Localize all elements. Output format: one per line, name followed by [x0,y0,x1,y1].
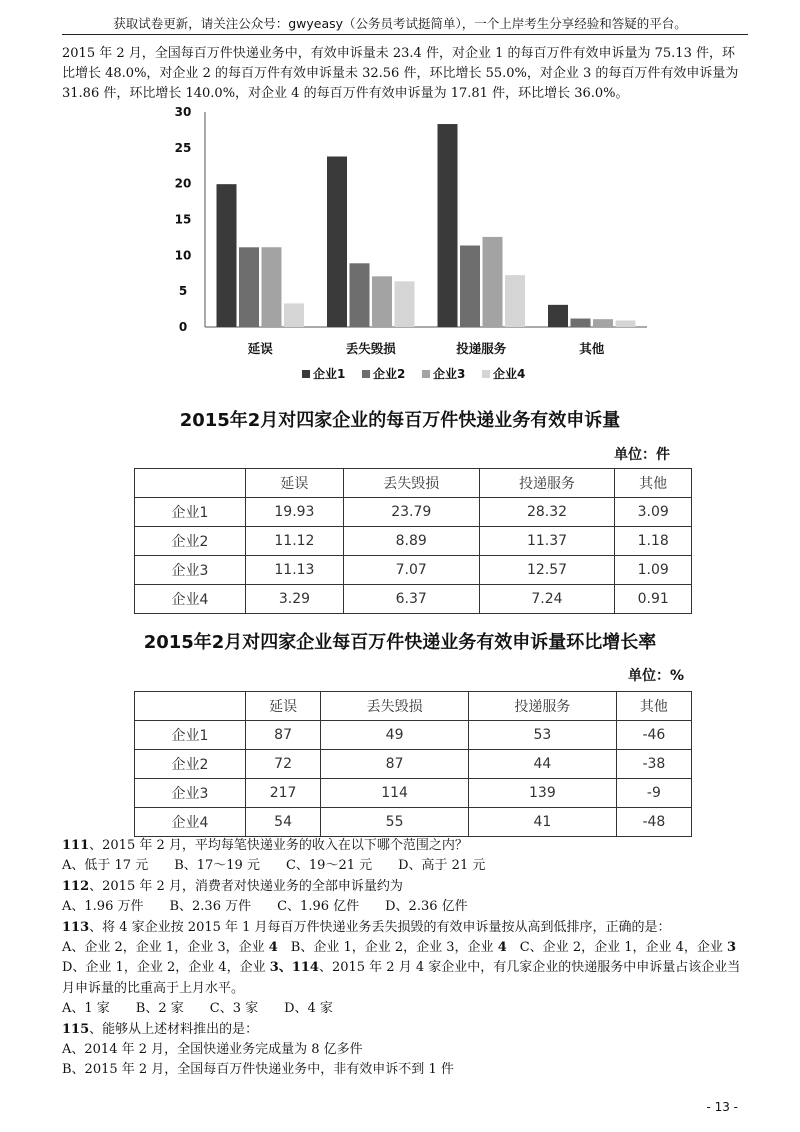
y-tick-label: 10 [174,248,192,263]
header-cell: 延误 [246,692,321,721]
question-111: 111、2015 年 2 月，平均每笔快递业务的收入在以下哪个范围之内？ [62,838,468,853]
table-cell: -48 [616,808,691,837]
intro-paragraph: 2015 年 2 月，全国每百万件快递业务中，有效申诉量未 23.4 件，对企业 1 的每百万件有效申诉量为 75.13 件，环比增长 48.0%，对企业 2 的每百万件有效申诉量未 32.56 件，环比增长 55.0%，对企业 3 的每百万件有效申诉量为 31.86 件，环比增长 140.0%，对企业 4 的每百万件有效申诉量为 17.81 件，环比增长 36.0%。 [62,46,739,101]
header-cell: 投递服务 [479,469,615,498]
table-cell: 72 [246,750,321,779]
table-cell: 55 [321,808,469,837]
bar-企业3-其他 [593,319,613,327]
bar-企业3-延误 [262,247,282,327]
table2 [134,691,692,837]
table-cell: 11.12 [246,527,344,556]
bar-企业1-延误 [217,184,237,327]
header-cell: 延误 [246,469,344,498]
y-tick-label: 0 [178,320,188,334]
table-row [135,721,692,750]
header-cell [135,469,246,498]
question-115: 115、能够从上述材料推出的是： [62,1021,259,1037]
bar-chart [150,104,650,394]
table-cell: 217 [246,779,321,808]
legend-label: 企业2 [373,367,406,381]
bar-企业1-其他 [548,305,568,327]
header-cell: 投递服务 [468,692,616,721]
row-label-cell: 企业3 [135,556,246,585]
row-label-cell: 企业4 [135,585,246,614]
bar-企业2-投递服务 [460,246,480,327]
bar-企业2-延误 [239,247,259,327]
table-header-row [135,469,692,498]
legend-label: 企业3 [433,367,466,381]
question-115-option-a: A、2014 年 2 月，全国快递业务完成量为 8 亿多件 [62,1042,363,1058]
table-cell: 53 [468,721,616,750]
y-tick-label: 30 [174,105,192,119]
header-cell: 其他 [616,692,691,721]
table1 [134,468,692,614]
bar-企业2-丢失毁损 [350,263,370,327]
row-label-cell: 企业2 [135,750,246,779]
header-cell: 丢失毁损 [321,692,469,721]
question-111-options: A、低于 17 元 B、17～19 元 C、19～21 元 D、高于 21 元 [62,858,486,874]
x-axis-labels [248,341,605,356]
table-cell: 11.37 [479,527,615,556]
bars [217,124,636,327]
table2-title: 2015年2月对四家企业每百万件快递业务有效申诉量环比增长率 [143,632,657,653]
question-113-options-and-114: A、企业 2，企业 1，企业 3，企业 4 B、企业 1，企业 2，企业 3，企业 4 C、企业 2，企业 1，企业 4，企业 3 D、企业 1，企业 2，企业 4，企业 3、114、2015 年 2 月 4 家企业中，有几家企业的快递服务中申诉量占该企业当月申诉量的比重高于上月水平。 [62,940,750,996]
table-row [135,750,692,779]
bar-企业1-丢失毁损 [327,157,347,327]
table-cell: 139 [468,779,616,808]
legend-swatch [482,370,490,378]
question-112-options: A、1.96 万件 B、2.36 万件 C、1.96 亿件 D、2.36 亿件 [62,899,468,915]
questions [62,836,752,1081]
legend-label: 企业1 [313,367,346,381]
table-cell: 12.57 [479,556,615,585]
table-cell: 3.09 [615,498,692,527]
table-cell: 1.18 [615,527,692,556]
legend-swatch [302,370,310,378]
x-tick-label: 丢失毁损 [345,341,396,356]
table-row [135,556,692,585]
table-cell: 87 [246,721,321,750]
question-112: 112、2015 年 2 月，消费者对快递业务的全部申诉量约为 [62,878,403,894]
bar-企业1-投递服务 [438,124,458,327]
y-tick-label: 5 [178,284,188,299]
row-label-cell: 企业3 [135,779,246,808]
table1-title: 2015年2月对四家企业的每百万件快递业务有效申诉量 [179,410,621,431]
table-row [135,498,692,527]
table-cell: -9 [616,779,691,808]
table-cell: 1.09 [615,556,692,585]
chart-legend [302,366,525,381]
header-cell [135,692,246,721]
y-tick-label: 25 [174,140,192,155]
table-cell: 114 [321,779,469,808]
bar-企业4-延误 [284,303,304,327]
table-cell: 6.37 [343,585,479,614]
legend-label: 企业4 [493,367,526,381]
table-row [135,779,692,808]
x-tick-label: 投递服务 [456,341,507,356]
page-header: 获取试卷更新，请关注公众号：gwyeasy（公务员考试挺简单），一个上岸考生分享经验和答疑的平台。 [113,16,687,31]
header-divider [62,34,748,35]
table-cell: 3.29 [246,585,344,614]
table-cell: 41 [468,808,616,837]
y-axis-labels [175,105,192,334]
x-tick-label: 其他 [579,341,605,356]
table-header-row [135,692,692,721]
table-cell: 7.07 [343,556,479,585]
table-cell: 8.89 [343,527,479,556]
bar-企业3-丢失毁损 [372,276,392,327]
bar-企业2-其他 [571,319,591,327]
header-cell: 其他 [615,469,692,498]
bar-企业4-其他 [616,320,636,327]
table-row [135,808,692,837]
table1-unit: 单位：件 [614,447,670,463]
table-cell: 54 [246,808,321,837]
question-114-options: A、1 家 B、2 家 C、3 家 D、4 家 [62,1001,333,1017]
table-cell: 19.93 [246,498,344,527]
table-cell: -46 [616,721,691,750]
page-number: - 13 - [706,1100,738,1114]
table-row [135,527,692,556]
row-label-cell: 企业4 [135,808,246,837]
table-cell: 44 [468,750,616,779]
x-tick-label: 延误 [247,341,273,356]
header-cell: 丢失毁损 [343,469,479,498]
y-tick-label: 15 [174,212,192,227]
bar-企业3-投递服务 [483,237,503,327]
y-tick-label: 20 [174,176,192,191]
row-label-cell: 企业2 [135,527,246,556]
table-cell: 7.24 [479,585,615,614]
table-cell: 0.91 [615,585,692,614]
table-cell: 28.32 [479,498,615,527]
table-row [135,585,692,614]
table-cell: 23.79 [343,498,479,527]
question-113: 113、将 4 家企业按 2015 年 1 月每百万件快递业务丢失损毁的有效申诉量按从高到低排序，正确的是： [62,919,671,935]
bar-企业4-投递服务 [505,275,525,327]
question-115-option-b: B、2015 年 2 月，全国每百万件快递业务中，非有效申诉不到 1 件 [62,1062,454,1078]
legend-swatch [362,370,370,378]
table-cell: 49 [321,721,469,750]
table-cell: -38 [616,750,691,779]
bar-企业4-丢失毁损 [395,281,415,327]
legend-swatch [422,370,430,378]
table2-unit: 单位：% [628,668,685,684]
table-cell: 87 [321,750,469,779]
row-label-cell: 企业1 [135,721,246,750]
table-cell: 11.13 [246,556,344,585]
row-label-cell: 企业1 [135,498,246,527]
